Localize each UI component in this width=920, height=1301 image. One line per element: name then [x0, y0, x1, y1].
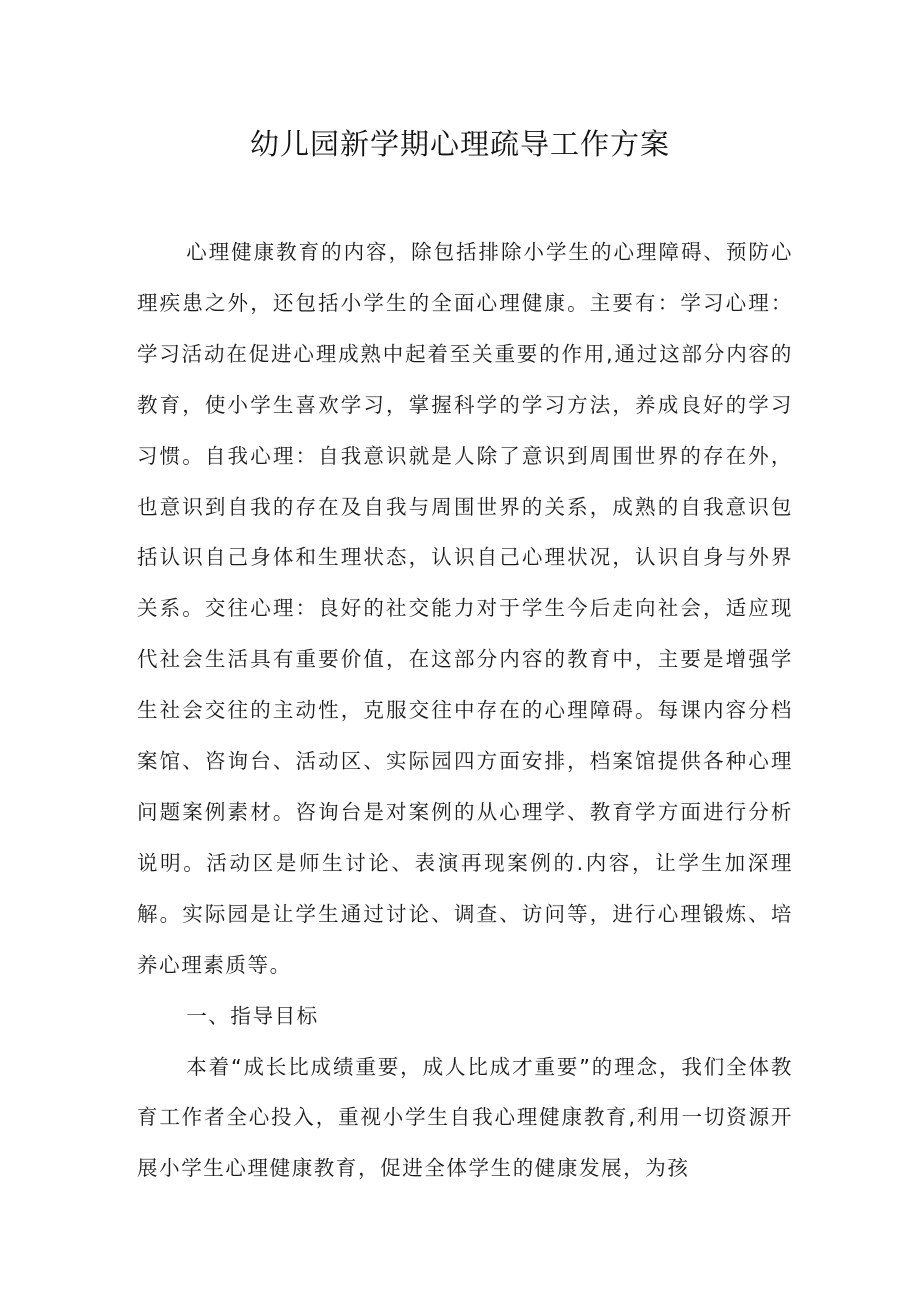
goals-paragraph: 本着“成长比成绩重要，成人比成才重要”的理念，我们全体教育工作者全心投入，重视小学生自我心理健康教育,利用一切资源开展小学生心理健康教育，促进全体学生的健康发展，为孩: [137, 1054, 793, 1181]
document-title: 幼儿园新学期心理疏导工作方案: [249, 127, 670, 161]
document-body: [137, 227, 793, 1194]
intro-paragraph: 心理健康教育的内容，除包括排除小学生的心理障碍、预防心理疾患之外，还包括小学生的全面心理健康。主要有：学习心理：学习活动在促进心理成熟中起着至关重要的作用,通过这部分内容的教育，使小学生喜欢学习，掌握科学的学习方法，养成良好的学习习惯。自我心理：自我意识就是人除了意识到周围世界的存在外，也意识到自我的存在及自我与周围世界的关系，成熟的自我意识包括认识自己身体和生理状态，认识自己心理状况，认识自身与外界关系。交往心理：良好的社交能力对于学生今后走向社会，适应现代社会生活具有重要价值，在这部分内容的教育中，主要是增强学生社会交往的主动性，克服交往中存在的心理障碍。每课内容分档案馆、咨询台、活动区、实际园四方面安排，档案馆提供各种心理问题案例素材。咨询台是对案例的从心理学、教育学方面进行分析说明。活动区是师生讨论、表演再现案例的.内容，让学生加深理解。实际园是让学生通过讨论、调查、访问等，进行心理锻炼、培养心理素质等。: [137, 240, 793, 977]
section-heading-guiding-goals: 一、指导目标: [186, 1003, 319, 1028]
